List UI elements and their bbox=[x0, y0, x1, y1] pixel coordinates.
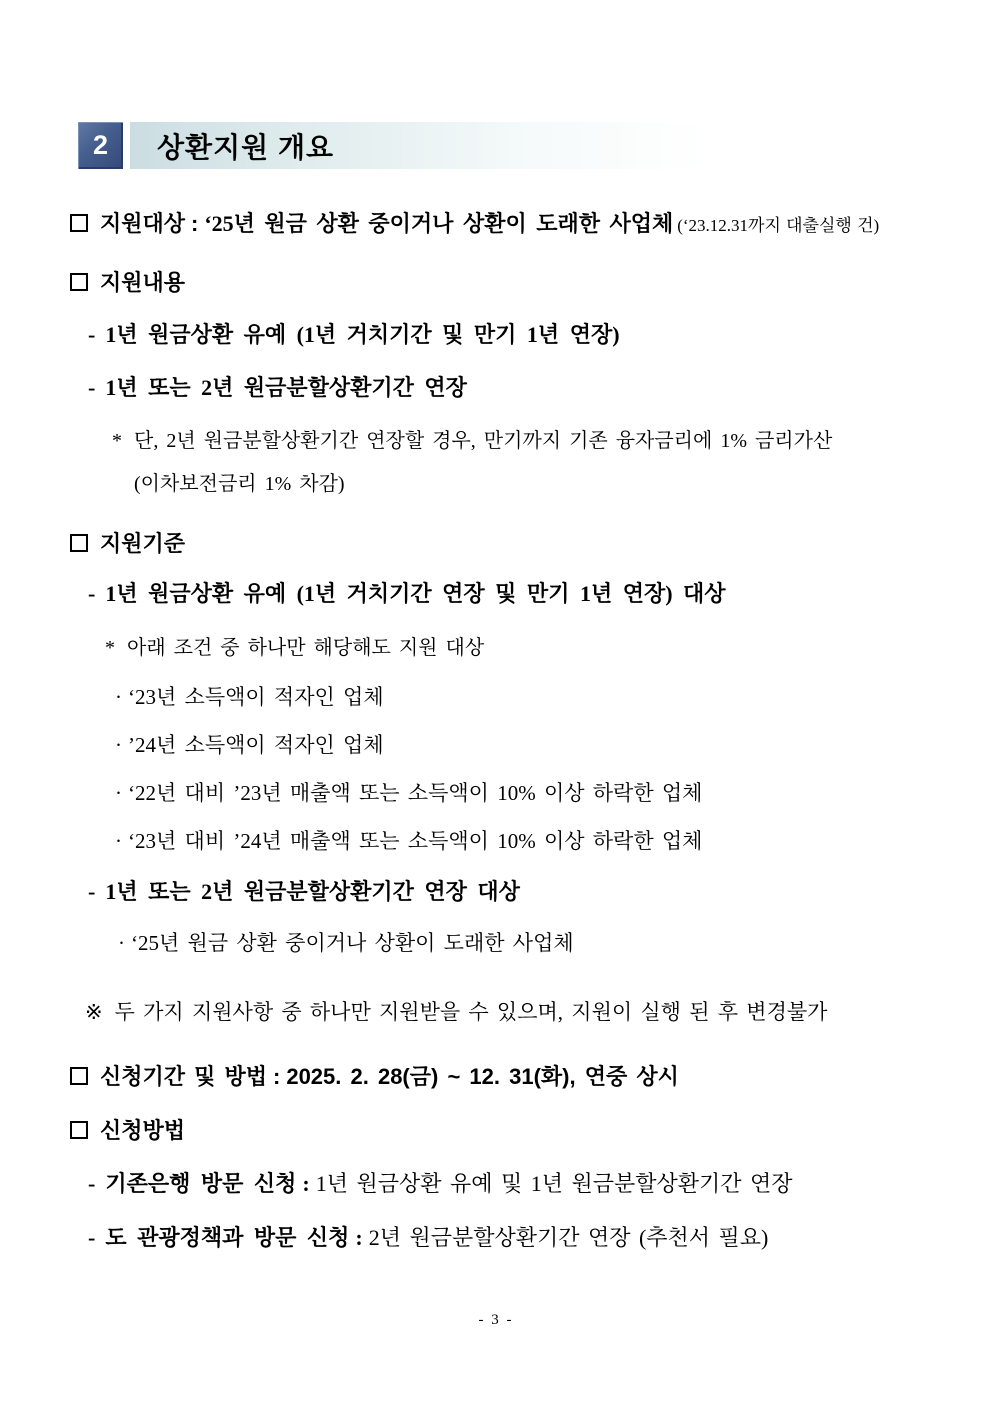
support-target-line bbox=[70, 207, 879, 238]
support-target-text: ‘25년 원금 상환 중이거나 상환이 도래한 사업체 bbox=[204, 211, 674, 236]
checkbox-icon bbox=[70, 534, 88, 552]
checkbox-icon bbox=[70, 273, 88, 291]
criteria-item-2 bbox=[88, 875, 520, 906]
support-criteria-label: 지원기준 bbox=[100, 531, 186, 556]
content-item-1-text: 1년 원금상환 유예 (1년 거치기간 및 만기 1년 연장) bbox=[105, 322, 620, 347]
section-header bbox=[78, 122, 934, 169]
checkbox-icon bbox=[70, 214, 88, 232]
checkbox-icon bbox=[70, 1121, 88, 1139]
criteria-item-2-bullet bbox=[118, 927, 574, 957]
support-criteria-heading bbox=[70, 527, 185, 558]
criteria-item-1 bbox=[88, 577, 726, 608]
criteria-bullet-1-text: ‘23년 소득액이 적자인 업체 bbox=[128, 685, 384, 709]
section-title: 상환지원 개요 bbox=[157, 131, 335, 163]
dash-marker: - bbox=[88, 581, 96, 606]
content-item-2-text: 1년 또는 2년 원금분할상환기간 연장 bbox=[105, 375, 467, 400]
criteria-bullet-4-text: ‘23년 대비 ’24년 매출액 또는 소득액이 10% 이상 하락한 업체 bbox=[128, 829, 703, 853]
asterisk-marker: * bbox=[112, 430, 122, 452]
criteria-bullet-3 bbox=[115, 777, 702, 807]
criteria-item-1-text: 1년 원금상환 유예 (1년 거치기간 연장 및 만기 1년 연장) 대상 bbox=[105, 581, 726, 606]
reference-mark-icon: ※ bbox=[85, 1000, 103, 1024]
separator: : bbox=[191, 211, 199, 236]
application-period-text: 2025. 2. 28(금) ~ 12. 31(화), 연중 상시 bbox=[286, 1064, 679, 1089]
dash-marker: - bbox=[88, 322, 96, 347]
dash-marker: - bbox=[88, 879, 96, 904]
content-footnote-text2: (이차보전금리 1% 차감) bbox=[134, 473, 345, 495]
section-title-bar bbox=[130, 122, 934, 169]
dot-marker: · bbox=[115, 781, 122, 805]
support-target-label: 지원대상 bbox=[100, 211, 186, 236]
method-item-2 bbox=[88, 1221, 768, 1252]
application-period-line bbox=[70, 1060, 679, 1091]
separator: : bbox=[273, 1064, 281, 1089]
criteria-bullet-4 bbox=[115, 825, 702, 855]
application-method-label: 신청방법 bbox=[100, 1118, 186, 1143]
dash-marker: - bbox=[88, 375, 96, 400]
asterisk-marker: * bbox=[105, 637, 115, 659]
checkbox-icon bbox=[70, 1067, 88, 1085]
dot-marker: · bbox=[115, 829, 122, 853]
dash-marker: - bbox=[88, 1225, 96, 1250]
method-item-1-label: 기존은행 방문 신청 bbox=[105, 1171, 297, 1196]
method-item-1-text: 1년 원금상환 유예 및 1년 원금분할상환기간 연장 bbox=[315, 1171, 793, 1196]
method-item-2-text: 2년 원금분할상환기간 연장 (추천서 필요) bbox=[368, 1225, 769, 1250]
support-target-note: (‘23.12.31까지 대출실행 건) bbox=[677, 216, 880, 235]
criteria-bullet-1 bbox=[115, 681, 384, 711]
method-item-2-label: 도 관광정책과 방문 신청 bbox=[105, 1225, 350, 1250]
method-item-1 bbox=[88, 1167, 792, 1198]
section-number-badge: 2 bbox=[78, 122, 123, 169]
criteria-footnote bbox=[105, 631, 484, 660]
separator: : bbox=[302, 1171, 310, 1196]
support-content-label: 지원내용 bbox=[100, 270, 186, 295]
content-footnote-line1 bbox=[112, 424, 832, 453]
criteria-bullet-2-text: ’24년 소득액이 적자인 업체 bbox=[128, 733, 384, 757]
caution-line bbox=[85, 996, 827, 1026]
criteria-bullet-2 bbox=[115, 729, 384, 759]
caution-text: 두 가지 지원사항 중 하나만 지원받을 수 있으며, 지원이 실행 된 후 변경불가 bbox=[114, 1000, 828, 1024]
support-content-heading bbox=[70, 266, 185, 297]
application-period-label: 신청기간 및 방법 bbox=[100, 1064, 267, 1089]
content-item-1 bbox=[88, 318, 620, 349]
dot-marker: · bbox=[115, 733, 122, 757]
criteria-footnote-text: 아래 조건 중 하나만 해당해도 지원 대상 bbox=[127, 637, 485, 659]
criteria-item-2-bullet-text: ‘25년 원금 상환 중이거나 상환이 도래한 사업체 bbox=[131, 931, 574, 955]
dot-marker: · bbox=[115, 685, 122, 709]
criteria-item-2-text: 1년 또는 2년 원금분할상환기간 연장 대상 bbox=[105, 879, 520, 904]
page-number: - 3 - bbox=[478, 1312, 514, 1328]
content-footnote-line2 bbox=[134, 467, 345, 496]
dot-marker: · bbox=[118, 931, 125, 955]
content-footnote-text1: 단, 2년 원금분할상환기간 연장할 경우, 만기까지 기존 융자금리에 1% 금리가산 bbox=[134, 430, 833, 452]
criteria-bullet-3-text: ‘22년 대비 ’23년 매출액 또는 소득액이 10% 이상 하락한 업체 bbox=[128, 781, 703, 805]
application-method-heading bbox=[70, 1114, 185, 1145]
dash-marker: - bbox=[88, 1171, 96, 1196]
separator: : bbox=[355, 1225, 363, 1250]
content-item-2 bbox=[88, 371, 467, 402]
